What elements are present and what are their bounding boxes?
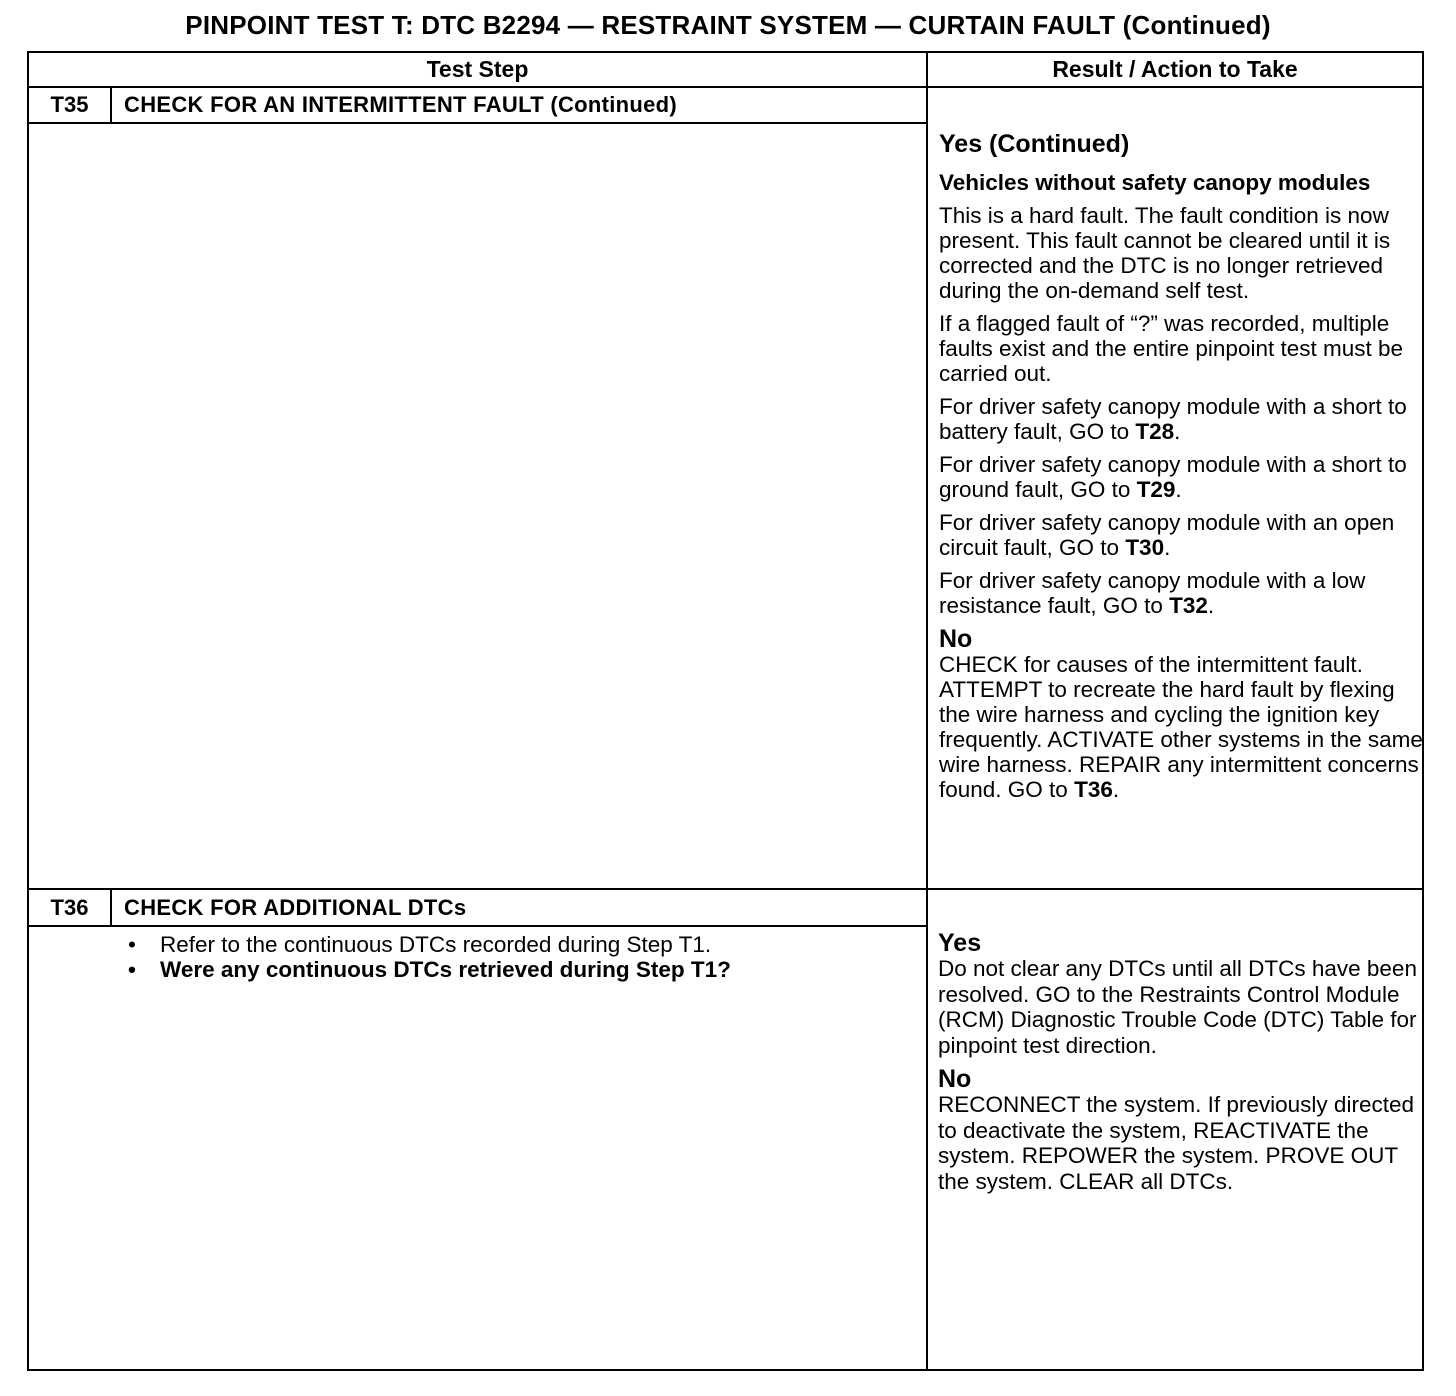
t35-step-title: CHECK FOR AN INTERMITTENT FAULT (Continued)	[124, 92, 678, 117]
t35-step-number: T35	[50, 92, 89, 117]
t36-header-divider	[27, 925, 927, 927]
t35-yes-heading: Yes (Continued)	[939, 130, 1130, 158]
t35-open-circuit-text: For driver safety canopy module with an open circuit fault, GO to T30.	[939, 510, 1395, 560]
t32-ref: T32	[1169, 593, 1208, 618]
t36-ref: T36	[1074, 777, 1113, 802]
t35-header-divider	[27, 122, 927, 124]
t36-num-divider	[110, 888, 112, 926]
t36-yes-heading: Yes	[938, 929, 982, 957]
t36-yes-text: Do not clear any DTCs until all DTCs have been resolved. GO to the Restraints Control Module (RCM) Diagnostic Trouble Code (DTC) Table for pinpoint test direction.	[938, 956, 1417, 1058]
t35-no-heading: No	[939, 625, 973, 653]
t36-result	[938, 930, 1422, 1202]
t29-ref: T29	[1136, 477, 1176, 502]
t35-flagged-fault-text: If a flagged fault of “?” was recorded, multiple faults exist and the entire pinpoint test must be carried out.	[939, 311, 1404, 386]
t28-ref: T28	[1135, 419, 1175, 444]
t36-no-text: RECONNECT the system. If previously directed to deactivate the system, REACTIVATE the system. REPOWER the system. PROVE OUT the system. CLEAR all DTCs.	[938, 1092, 1414, 1194]
t36-bullet-question: • Were any continuous DTCs retrieved during Step T1?	[128, 957, 908, 982]
t35-num-divider	[110, 86, 112, 123]
page-title: PINPOINT TEST T: DTC B2294 — RESTRAINT SYSTEM — CURTAIN FAULT (Continued)	[185, 10, 1271, 40]
column-divider	[926, 51, 928, 1371]
t35-ground-fault-text: For driver safety canopy module with a short to ground fault, GO to T29.	[939, 452, 1407, 502]
t36-bullet-refer: • Refer to the continuous DTCs recorded during Step T1.	[128, 932, 908, 957]
t35-subheading: Vehicles without safety canopy modules	[939, 170, 1371, 195]
header-result: Result / Action to Take	[1052, 56, 1298, 82]
header-test-step: Test Step	[426, 56, 529, 82]
t35-result	[939, 130, 1423, 810]
t35-low-resistance-text: For driver safety canopy module with a low resistance fault, GO to T32.	[939, 568, 1366, 618]
t35-no-text: CHECK for causes of the intermittent fault. ATTEMPT to recreate the hard fault by flexing the wire harness and cycling the ignition key frequently. ACTIVATE other systems in the same wire harness. REPAIR any intermittent concerns found. GO to T36.	[939, 652, 1423, 802]
t36-step-title: CHECK FOR ADDITIONAL DTCs	[124, 895, 467, 920]
t36-no-heading: No	[938, 1065, 972, 1093]
t36-step-instructions	[128, 932, 908, 982]
header-divider	[27, 86, 1424, 88]
t35-battery-fault-text: For driver safety canopy module with a short to battery fault, GO to T28.	[939, 394, 1407, 444]
t36-step-number: T36	[50, 895, 89, 920]
t35-hard-fault-text: This is a hard fault. The fault condition is now present. This fault cannot be cleared until it is corrected and the DTC is no longer retrieved during the on-demand self test.	[939, 203, 1391, 303]
row-divider	[27, 888, 1424, 890]
t30-ref: T30	[1125, 535, 1165, 560]
